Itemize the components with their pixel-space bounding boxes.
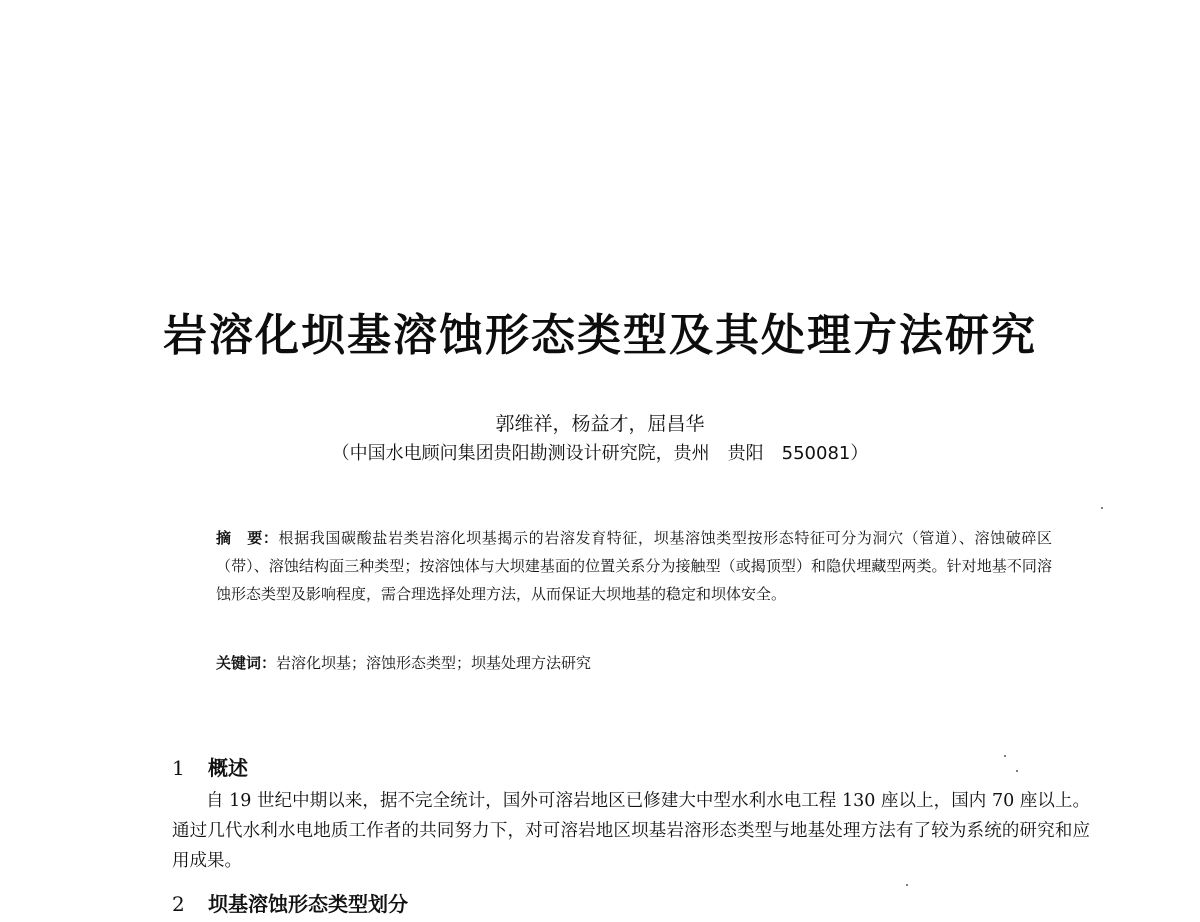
- keywords-label: 关键词：: [216, 654, 277, 672]
- section-title: 坝基溶蚀形态类型划分: [208, 892, 408, 916]
- keywords-text: 岩溶化坝基；溶蚀形态类型；坝基处理方法研究: [276, 654, 592, 672]
- section-title: 概述: [208, 756, 248, 780]
- section-1-paragraph: 自 19 世纪中期以来，据不完全统计，国外可溶岩地区已修建大中型水利水电工程 130 座以上，国内 70 座以上。通过几代水利水电地质工作者的共同努力下，对可溶岩地区坝基岩溶形态类型与地基处理方法有了较为系统的研究和应用成果。: [172, 791, 1090, 871]
- author-list: 郭维祥，杨益才，屈昌华: [495, 413, 705, 435]
- scan-speck: [906, 884, 908, 886]
- abstract: [216, 524, 1052, 608]
- scan-speck: [1016, 770, 1018, 772]
- section-1-heading: [172, 754, 248, 782]
- abstract-label: 摘 要：: [216, 529, 279, 547]
- section-number: 1: [172, 756, 185, 780]
- paper-title: 岩溶化坝基溶蚀形态类型及其处理方法研究: [163, 310, 1037, 361]
- abstract-text: 根据我国碳酸盐岩类岩溶化坝基揭示的岩溶发育特征，坝基溶蚀类型按形态特征可分为洞穴（管道）、溶蚀破碎区（带）、溶蚀结构面三种类型；按溶蚀体与大坝建基面的位置关系分为接触型（或揭顶型）和隐伏埋藏型两类。针对地基不同溶蚀形态类型及影响程度，需合理选择处理方法，从而保证大坝地基的稳定和坝体安全。: [216, 529, 1052, 603]
- scan-speck: [1004, 755, 1006, 757]
- keywords: [216, 650, 1052, 676]
- section-number: 2: [172, 892, 185, 916]
- author-affiliation: （中国水电顾问集团贵阳勘测设计研究院，贵州 贵阳 550081）: [331, 443, 869, 464]
- scan-speck: [1101, 507, 1103, 509]
- section-2-heading: [172, 890, 408, 918]
